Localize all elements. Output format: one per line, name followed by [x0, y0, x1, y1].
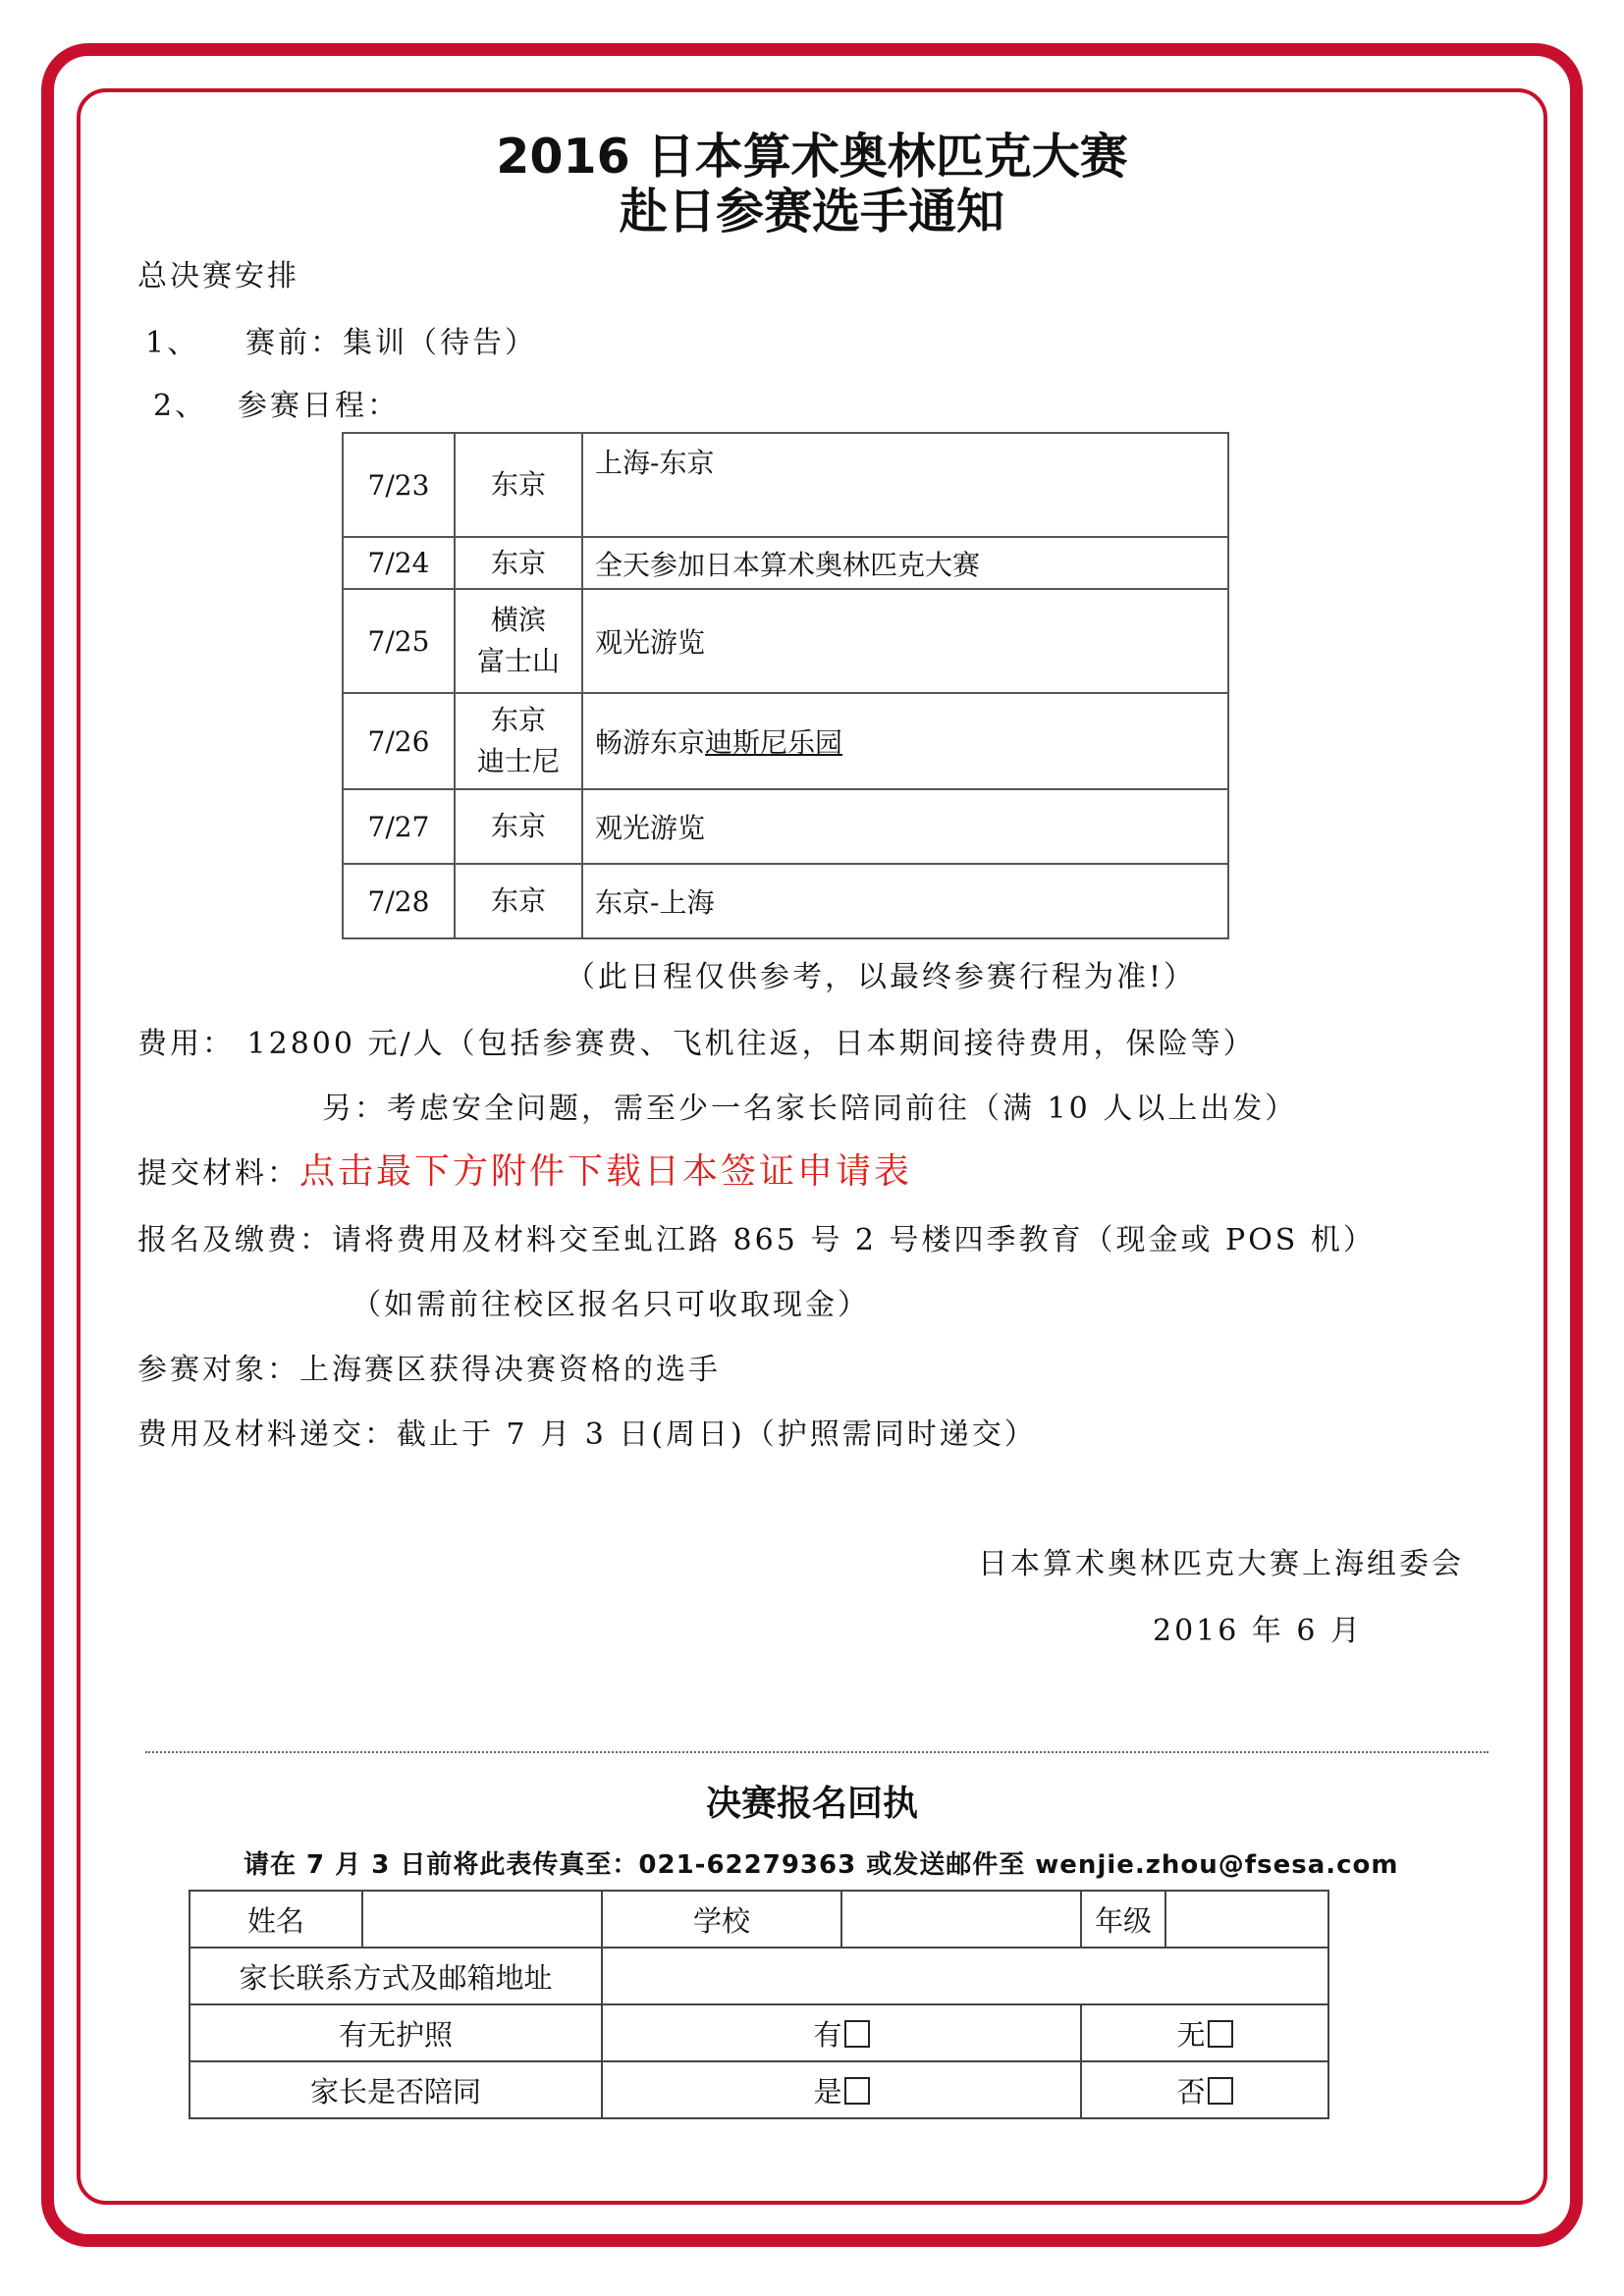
- checkbox-icon[interactable]: [844, 2077, 870, 2105]
- name-label: 姓名: [189, 1891, 362, 1948]
- item-2-number: 2、: [153, 389, 208, 423]
- passport-label: 有无护照: [189, 2004, 602, 2061]
- place-line: 东京: [490, 884, 546, 917]
- schedule-date: 7/26: [343, 693, 455, 789]
- disney-link[interactable]: 迪斯尼乐园: [705, 726, 843, 759]
- schedule-note: （此日程仅供参考，以最终参赛行程为准!）: [566, 960, 1197, 994]
- school-label: 学校: [602, 1891, 841, 1948]
- section-heading: 总决赛安排: [137, 259, 299, 294]
- registration-form: [189, 1890, 1329, 2119]
- accompany-label: 家长是否陪同: [189, 2061, 602, 2118]
- document-subtitle: 赴日参赛选手通知: [619, 184, 1004, 240]
- schedule-place: [455, 537, 582, 589]
- grade-field[interactable]: [1165, 1891, 1328, 1948]
- checkbox-icon[interactable]: [844, 2020, 870, 2048]
- passport-no-option[interactable]: [1081, 2004, 1328, 2061]
- schedule-row: [343, 589, 1228, 693]
- form-title: 决赛报名回执: [705, 1784, 918, 1824]
- form-row: [189, 2004, 1328, 2061]
- schedule-place: [455, 864, 582, 938]
- deadline-text: 费用及材料递交：截止于 7 月 3 日(周日)（护照需同时递交）: [137, 1417, 1037, 1452]
- accompany-yes-option[interactable]: [602, 2061, 1081, 2118]
- name-field[interactable]: [362, 1891, 602, 1948]
- place-line: 东京: [490, 704, 546, 736]
- schedule-row: [343, 693, 1228, 789]
- form-row: [189, 1891, 1328, 1948]
- form-row: [189, 1948, 1328, 2004]
- schedule-date: 7/24: [343, 537, 455, 589]
- passport-yes-option[interactable]: [602, 2004, 1081, 2061]
- registration-note: （如需前往校区报名只可收取现金）: [352, 1288, 870, 1322]
- schedule-row: [343, 864, 1228, 938]
- place-line: 迪士尼: [476, 745, 560, 777]
- form-instruction: 请在 7 月 3 日前将此表传真至：021-62279363 或发送邮件至 wenjie.zhou@fsesa.com: [244, 1850, 1399, 1880]
- school-field[interactable]: [841, 1891, 1081, 1948]
- schedule-activity: [582, 693, 1228, 789]
- place-line: 东京: [490, 546, 546, 579]
- schedule-place: [455, 693, 582, 789]
- yes-label: 是: [813, 2074, 842, 2109]
- schedule-table: [342, 432, 1229, 939]
- schedule-row: [343, 789, 1228, 864]
- schedule-row: [343, 433, 1228, 537]
- schedule-place: [455, 789, 582, 864]
- fee-text: 12800 元/人（包括参赛费、飞机往返，日本期间接待费用，保险等）: [246, 1027, 1256, 1061]
- item-2-text: 参赛日程：: [238, 389, 400, 423]
- accompany-no-option[interactable]: [1081, 2061, 1328, 2118]
- place-line: 横滨: [490, 604, 546, 636]
- place-line: 东京: [490, 468, 546, 501]
- target-text: 参赛对象：上海赛区获得决赛资格的选手: [137, 1353, 721, 1387]
- no-label: 否: [1176, 2074, 1206, 2109]
- schedule-place: [455, 589, 582, 693]
- schedule-activity: 全天参加日本算术奥林匹克大赛: [582, 537, 1228, 589]
- registration-text: 报名及缴费：请将费用及材料交至虬江路 865 号 2 号楼四季教育（现金或 POS 机）: [137, 1223, 1376, 1257]
- schedule-date: 7/28: [343, 864, 455, 938]
- contact-field[interactable]: [602, 1948, 1328, 2004]
- grade-label: 年级: [1081, 1891, 1165, 1948]
- schedule-date: 7/23: [343, 433, 455, 537]
- fee-line: [137, 1025, 1256, 1064]
- checkbox-icon[interactable]: [1208, 2020, 1233, 2048]
- organizer: 日本算术奥林匹克大赛上海组委会: [978, 1547, 1464, 1581]
- checkbox-icon[interactable]: [1208, 2077, 1233, 2105]
- visa-form-download-link[interactable]: 点击最下方附件下载日本签证申请表: [299, 1151, 913, 1192]
- has-label: 有: [813, 2017, 842, 2052]
- hasnot-label: 无: [1176, 2017, 1206, 2052]
- item-1-number: 1、: [145, 326, 200, 360]
- schedule-date: 7/27: [343, 789, 455, 864]
- fee-note: 另：考虑安全问题，需至少一名家长陪同前往（满 10 人以上出发）: [322, 1092, 1298, 1126]
- document-title: 2016 日本算术奥林匹克大赛: [496, 129, 1128, 185]
- schedule-activity: 东京-上海: [582, 864, 1228, 938]
- item-1-text: 赛前：集训（待告）: [245, 326, 537, 360]
- fee-label: 费用：: [137, 1027, 235, 1061]
- schedule-place: [455, 433, 582, 537]
- schedule-activity: 上海-东京: [582, 433, 1228, 537]
- contact-label: 家长联系方式及邮箱地址: [189, 1948, 602, 2004]
- materials-label: 提交材料：: [137, 1156, 299, 1191]
- schedule-activity: 观光游览: [582, 589, 1228, 693]
- materials-line: [137, 1152, 912, 1194]
- place-line: 富士山: [476, 645, 560, 677]
- activity-text: 畅游东京: [595, 726, 706, 759]
- form-row: [189, 2061, 1328, 2118]
- issue-date: 2016 年 6 月: [1153, 1614, 1364, 1648]
- schedule-activity: 观光游览: [582, 789, 1228, 864]
- place-line: 东京: [490, 810, 546, 842]
- schedule-row: [343, 537, 1228, 589]
- cut-line: [145, 1751, 1489, 1753]
- schedule-date: 7/25: [343, 589, 455, 693]
